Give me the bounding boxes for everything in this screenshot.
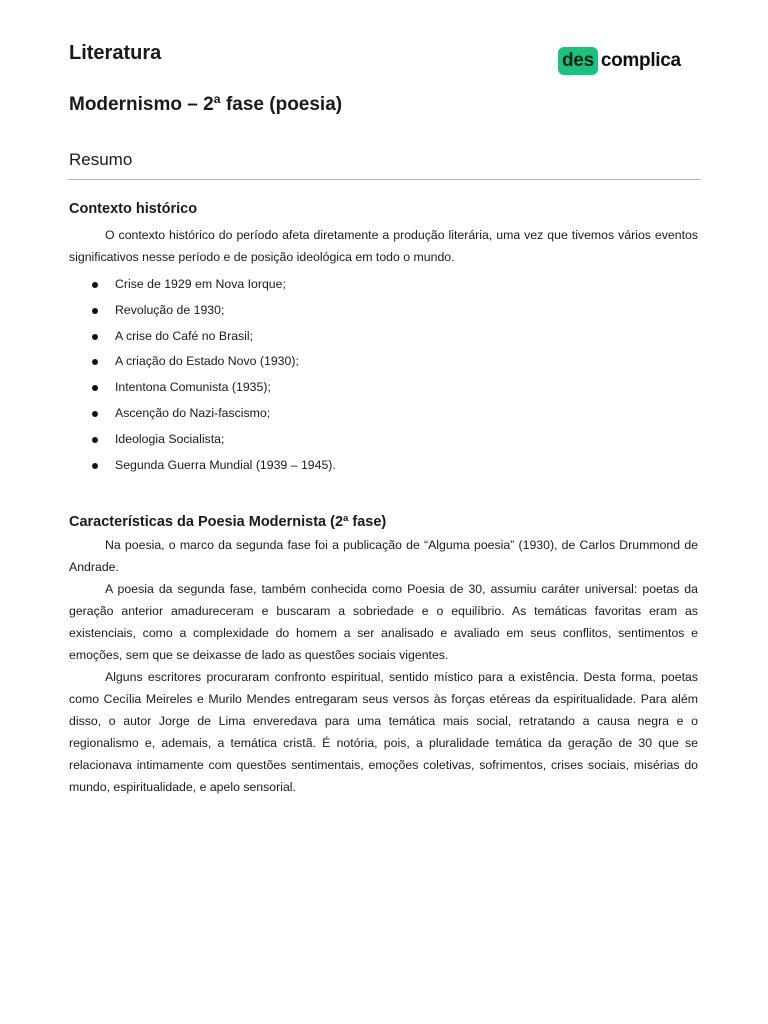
list-item: Segunda Guerra Mundial (1939 – 1945).: [69, 453, 669, 479]
paragraph: A poesia da segunda fase, também conhecida como Poesia de 30, assumiu caráter universal: poetas da geração anterior amadureceram e buscaram a sobriedade e o equilíbrio. As temáticas favoritas eram as existenciais, como a complexidade do homem a ser analisado e avaliado em seus conflitos, sentimentos e emoções, sem que se deixasse de lado as questões sociais vigentes.: [69, 582, 698, 662]
logo-badge: des: [558, 47, 598, 75]
descomplica-logo: [558, 45, 681, 77]
caracteristicas-heading: Características da Poesia Modernista (2ª fase): [69, 514, 387, 530]
list-item: Ideologia Socialista;: [69, 427, 669, 453]
logo-wordmark: complica: [600, 50, 681, 71]
list-item: A criação do Estado Novo (1930);: [69, 349, 669, 375]
list-item: Revolução de 1930;: [69, 298, 669, 324]
subject-title: Literatura: [69, 42, 162, 64]
section-divider: [68, 179, 701, 180]
events-list: [69, 272, 669, 478]
caracteristicas-body: [69, 534, 698, 798]
topic-title: Modernismo – 2ª fase (poesia): [69, 94, 343, 115]
paragraph: Alguns escritores procuraram confronto espiritual, sentido místico para a existência. Desta forma, poetas como Cecília Meireles e Murilo Mendes entregaram seus versos às forças etéreas da espiritualidade. Para além disso, o autor Jorge de Lima enveredava para uma temática mais social, retratando a causa negra e o regionalismo e, ademais, a temática cristã. É notória, pois, a pluralidade temática da geração de 30 que se relacionava intimamente com questões sentimentais, emoções coletivas, sofrimentos, crises sociais, misérias do mundo, espiritualidade, e apelo sensorial.: [69, 670, 698, 794]
section-label: Resumo: [69, 150, 133, 169]
list-item: A crise do Café no Brasil;: [69, 324, 669, 350]
contexto-intro-text: O contexto histórico do período afeta diretamente a produção literária, uma vez que tivemos vários eventos significativos nesse período e de posição ideológica em todo o mundo.: [69, 228, 698, 264]
paragraph: Na poesia, o marco da segunda fase foi a publicação de “Alguma poesia” (1930), de Carlos Drummond de Andrade.: [69, 538, 698, 574]
list-item: Intentona Comunista (1935);: [69, 375, 669, 401]
contexto-intro: [69, 224, 698, 268]
list-item: Ascenção do Nazi-fascismo;: [69, 401, 669, 427]
contexto-heading: Contexto histórico: [69, 201, 198, 217]
list-item: Crise de 1929 em Nova Iorque;: [69, 272, 669, 298]
